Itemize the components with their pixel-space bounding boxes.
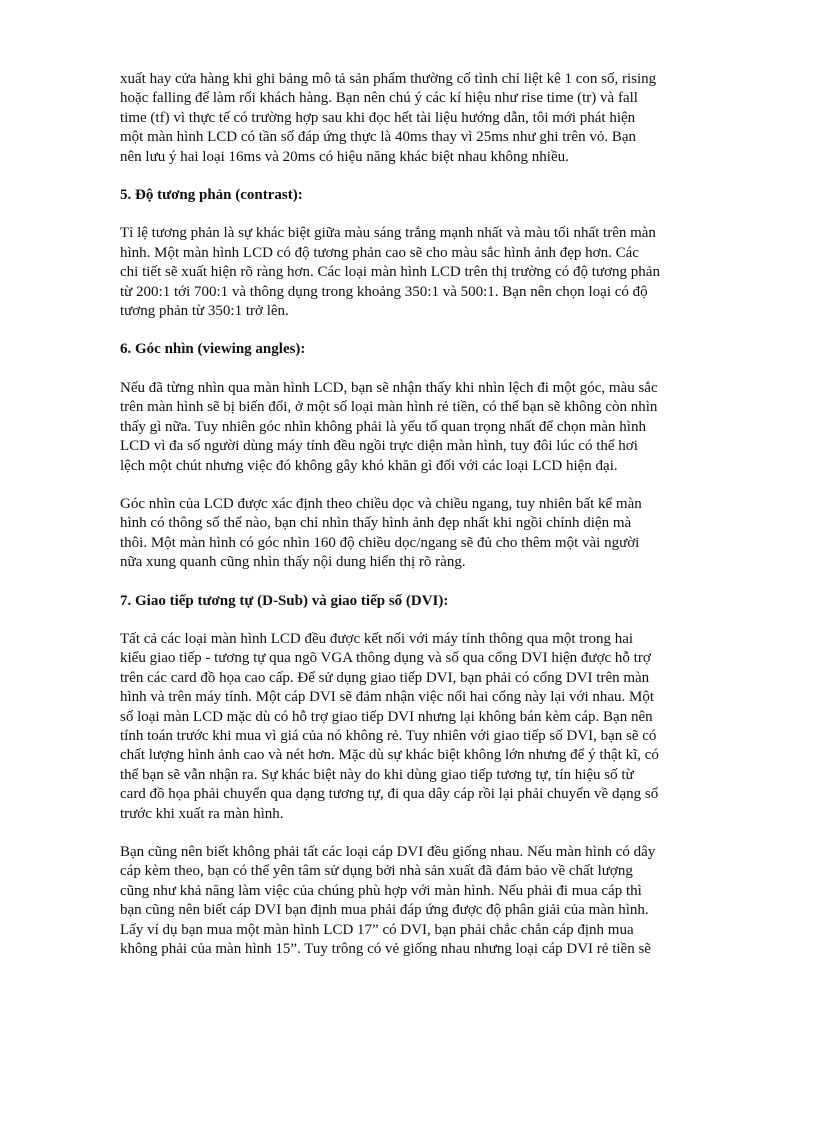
text-line: Lấy ví dụ bạn mua một màn hình LCD 17” có DVI, bạn phải chắc chắn cáp định mua [120,921,634,938]
text-line: cũng như khả năng làm việc của chúng phù hợp với màn hình. Nếu phải đi mua cáp thì [120,882,642,899]
text-line: tương phản từ 350:1 trở lên. [120,303,289,320]
text-line: Nếu đã từng nhìn qua màn hình LCD, bạn sẽ nhận thấy khi nhìn lệch đi một góc, màu sắc [120,379,658,396]
text-line: không phải của màn hình 15”. Tuy trông có vẻ giống nhau nhưng loại cáp DVI rẻ tiền sẽ [120,941,651,958]
text-line: bạn cũng nên biết cáp DVI bạn định mua phải đáp ứng được độ phân giải của màn hình. [120,902,649,919]
paragraph [120,379,710,476]
text-line: thôi. Một màn hình có góc nhìn 160 độ chiều dọc/ngang sẽ đủ cho thêm một vài người [120,534,640,551]
text-line: thấy gì nữa. Tuy nhiên góc nhìn không phải là yếu tố quan trọng nhất để chọn màn hình [120,418,646,435]
section-heading: 5. Độ tương phản (contrast): [120,187,303,204]
text-line: hình và trên máy tính. Một cáp DVI sẽ đảm nhận việc nối hai cổng này lại với nhau. Một [120,689,655,706]
text-line: chất lượng hình ảnh cao và nét hơn. Mặc dù sự khác biệt không lớn nhưng để ý thật kĩ, có [120,747,659,764]
text-line: một màn hình LCD có tần số đáp ứng thực là 40ms thay vì 25ms như ghi trên vỏ. Bạn [120,129,636,146]
text-line: hoặc falling để làm rối khách hàng. Bạn nên chú ý các kí hiệu như rise time (tr) và fall [120,90,638,107]
text-line: số loại màn LCD mặc dù có hỗ trợ giao tiếp DVI nhưng lại không bán kèm cáp. Bạn nên [120,708,653,725]
paragraph [120,495,710,573]
section-heading: 6. Góc nhìn (viewing angles): [120,341,306,358]
text-line: nên lưu ý hai loại 16ms và 20ms có hiệu năng khác biệt nhau không nhiều. [120,148,569,165]
paragraph [120,843,710,959]
paragraph [120,70,710,167]
text-line: trước khi xuất ra màn hình. [120,805,284,822]
text-line: card đồ họa phải chuyển qua dạng tương tự, đi qua dây cáp rồi lại phải chuyển về dạng số [120,786,659,803]
text-line: trên màn hình sẽ bị biến đổi, ở một số loại màn hình rẻ tiền, có thể bạn sẽ không còn nhìn [120,399,658,416]
text-line: từ 200:1 tới 700:1 và thông dụng trong khoảng 350:1 và 500:1. Bạn nên chọn loại có độ [120,283,648,300]
text-line: nữa xung quanh cũng nhìn thấy nội dung hiển thị rõ ràng. [120,554,466,571]
text-line: Tất cả các loại màn hình LCD đều được kết nối với máy tính thông qua một trong hai [120,630,634,647]
text-line: xuất hay cửa hàng khi ghi bảng mô tả sản phẩm thường cố tình chỉ liệt kê 1 con số, rising [120,71,657,87]
text-line: trên các card đồ họa cao cấp. Để sử dụng giao tiếp DVI, bạn phải có cổng DVI trên màn [120,669,650,686]
text-line: Tỉ lệ tương phản là sự khác biệt giữa màu sáng trắng mạnh nhất và màu tối nhất trên màn [120,225,656,242]
text-line: cáp kèm theo, bạn có thể yên tâm sử dụng bởi nhà sản xuất đã đảm bảo về chất lượng [120,863,633,880]
text-line: thể bạn sẽ vẫn nhận ra. Sự khác biệt này do khi dùng giao tiếp tương tự, tín hiệu số từ [120,766,634,783]
paragraph [120,224,710,321]
text-line: time (tf) vì thực tế có trường hợp sau khi đọc hết tài liệu hướng dẫn, tôi mới phát hiện [120,109,636,126]
text-line: LCD vì đa số người dùng máy tính đều ngồi trực diện màn hình, tuy đôi lúc có thể hơi [120,438,638,455]
text-line: lệch một chút nhưng việc đó không gây khó khăn gì đối với các loại LCD hiện đại. [120,457,618,474]
text-line: hình có thông số thế nào, bạn chỉ nhìn thấy hình ảnh đẹp nhất khi ngồi chính diện mà [120,515,632,532]
text-line: hình. Một màn hình LCD có độ tương phản cao sẽ cho màu sắc hình ảnh đẹp hơn. Các [120,244,639,261]
text-line: Góc nhìn của LCD được xác định theo chiều dọc và chiều ngang, tuy nhiên bất kể màn [120,495,642,512]
text-line: tính toán trước khi mua vì giá của nó không rẻ. Tuy nhiên với giao tiếp số DVI, bạn sẽ có [120,727,657,744]
paragraph [120,630,710,824]
section-heading: 7. Giao tiếp tương tự (D-Sub) và giao tiếp số (DVI): [120,592,449,609]
text-line: Bạn cũng nên biết không phải tất các loại cáp DVI đều giống nhau. Nếu màn hình có dây [120,844,656,860]
document-page [120,70,710,978]
text-line: kiểu giao tiếp - tương tự qua ngõ VGA thông dụng và số qua cổng DVI hiện được hỗ trợ [120,650,651,667]
text-line: chi tiết sẽ xuất hiện rõ ràng hơn. Các loại màn hình LCD trên thị trường có độ tương phản [120,264,660,281]
